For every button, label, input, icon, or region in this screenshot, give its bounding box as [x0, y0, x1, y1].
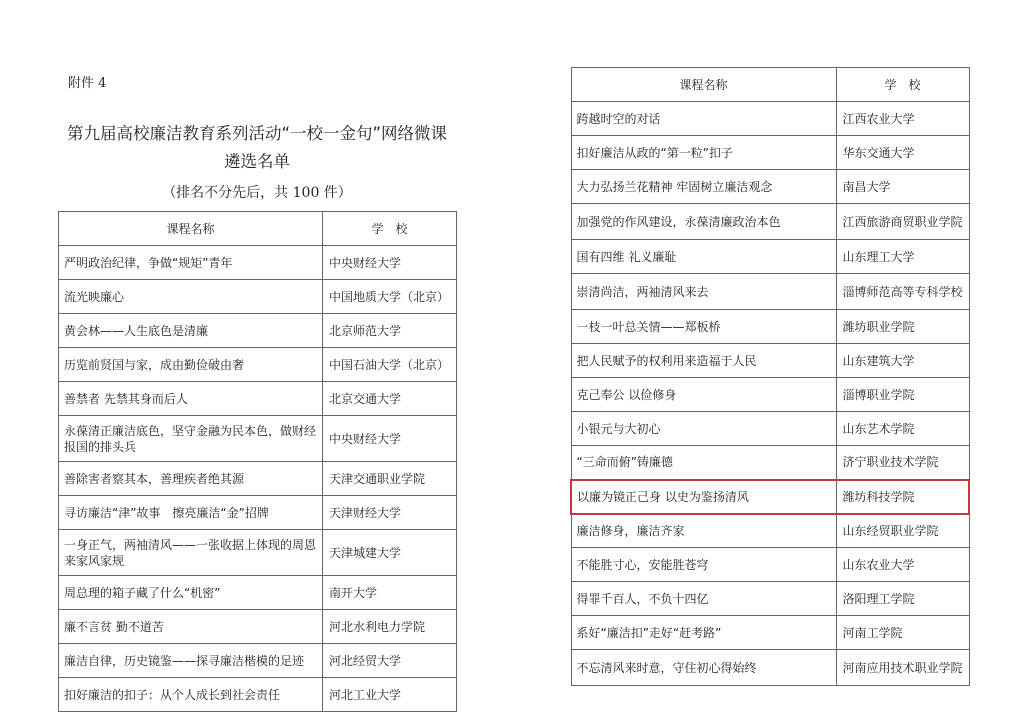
table-row-highlighted [571, 480, 969, 514]
school-name: 南开大学 [323, 576, 457, 610]
school-name: 山东建筑大学 [836, 344, 969, 378]
school-name: 河南应用技术职业学院 [836, 650, 969, 686]
course-name: 崇清尚洁，两袖清风来去 [571, 274, 836, 310]
table-row [59, 416, 457, 462]
table-row [571, 136, 969, 170]
school-name: 河北经贸大学 [323, 644, 457, 678]
school-name: 河南工学院 [836, 616, 969, 650]
table-row [571, 170, 969, 204]
table-row [571, 274, 969, 310]
course-name: 国有四维 礼义廉耻 [571, 240, 836, 274]
table-row [571, 616, 969, 650]
course-name: 扣好廉洁的扣子：从个人成长到社会责任 [59, 678, 323, 712]
table-row [59, 280, 457, 314]
school-name: 河北水利电力学院 [323, 610, 457, 644]
course-name: 系好“廉洁扣”走好“赶考路” [571, 616, 836, 650]
school-name: 南昌大学 [836, 170, 969, 204]
table-row [59, 246, 457, 280]
school-name: 中央财经大学 [323, 246, 457, 280]
course-name: 得罪千百人，不负十四亿 [571, 582, 836, 616]
column-header-course: 课程名称 [59, 212, 323, 246]
course-name: 黄会林——人生底色是清廉 [59, 314, 323, 348]
school-name: 北京交通大学 [323, 382, 457, 416]
school-name: 山东艺术学院 [836, 412, 969, 446]
course-name: 以廉为镜正己身 以史为鉴扬清风 [571, 480, 836, 514]
table-row [571, 650, 969, 686]
column-header-course: 课程名称 [571, 68, 836, 102]
school-name: 山东农业大学 [836, 548, 969, 582]
school-name: 山东理工大学 [836, 240, 969, 274]
table-row [571, 102, 969, 136]
school-name: 山东经贸职业学院 [836, 514, 969, 548]
course-table-right [570, 67, 970, 686]
document-subtitle: （排名不分先后，共 100 件） [162, 185, 352, 201]
school-name: 中国地质大学（北京） [323, 280, 457, 314]
course-name: 加强党的作风建设，永葆清廉政治本色 [571, 204, 836, 240]
school-name: 天津交通职业学院 [323, 462, 457, 496]
column-header-school: 学 校 [836, 68, 969, 102]
table-row [59, 610, 457, 644]
school-name: 淄博职业学院 [836, 378, 969, 412]
school-name: 潍坊职业学院 [836, 310, 969, 344]
table-row [571, 344, 969, 378]
table-row [59, 348, 457, 382]
school-name: 洛阳理工学院 [836, 582, 969, 616]
attachment-label: 附件 4 [68, 76, 107, 91]
course-name: 廉洁自律，历史镜鉴——探寻廉洁楷模的足迹 [59, 644, 323, 678]
course-name: 不忘清风来时意，守住初心得始终 [571, 650, 836, 686]
table-row [59, 314, 457, 348]
course-name: 一身正气，两袖清风——一张收据上体现的周恩来家风家规 [59, 530, 323, 576]
school-name: 河北工业大学 [323, 678, 457, 712]
course-name: 寻访廉洁“津”故事 擦亮廉洁“金”招牌 [59, 496, 323, 530]
table-row [571, 582, 969, 616]
school-name: 中央财经大学 [323, 416, 457, 462]
table-row [59, 382, 457, 416]
table-row [571, 310, 969, 344]
course-name: 流光映廉心 [59, 280, 323, 314]
table-row [59, 678, 457, 712]
school-name: 江西旅游商贸职业学院 [836, 204, 969, 240]
course-table-left [58, 211, 457, 712]
table-row [571, 446, 969, 480]
table-row [59, 576, 457, 610]
school-name: 淄博师范高等专科学校 [836, 274, 969, 310]
document-title-line2: 遴选名单 [224, 152, 290, 171]
table-row [571, 378, 969, 412]
course-name: 一枝一叶总关情——郑板桥 [571, 310, 836, 344]
table-row [59, 530, 457, 576]
course-name: 善除害者察其本，善理疾者绝其源 [59, 462, 323, 496]
course-name: 善禁者 先禁其身而后人 [59, 382, 323, 416]
course-name: 小银元与大初心 [571, 412, 836, 446]
course-name: “三命而俯”铸廉德 [571, 446, 836, 480]
course-name: 扣好廉洁从政的“第一粒”扣子 [571, 136, 836, 170]
table-row [571, 548, 969, 582]
column-header-school: 学 校 [323, 212, 457, 246]
course-name: 严明政治纪律，争做“规矩”青年 [59, 246, 323, 280]
course-name: 廉不言贫 勤不道苦 [59, 610, 323, 644]
school-name: 中国石油大学（北京） [323, 348, 457, 382]
course-name: 历览前贤国与家，成由勤俭破由奢 [59, 348, 323, 382]
school-name: 北京师范大学 [323, 314, 457, 348]
course-name: 克己奉公 以俭修身 [571, 378, 836, 412]
table-row [571, 204, 969, 240]
course-name: 大力弘扬兰花精神 牢固树立廉洁观念 [571, 170, 836, 204]
document-title: 第九届高校廉洁教育系列活动“一校一金句”网络微课 [66, 124, 448, 143]
school-name: 江西农业大学 [836, 102, 969, 136]
table-row [59, 644, 457, 678]
table-row [571, 240, 969, 274]
table-row [59, 462, 457, 496]
table-row [571, 412, 969, 446]
course-name: 周总理的箱子藏了什么“机密” [59, 576, 323, 610]
course-name: 廉洁修身，廉洁齐家 [571, 514, 836, 548]
school-name: 天津财经大学 [323, 496, 457, 530]
course-name: 永葆清正廉洁底色，坚守金融为民本色，做财经报国的排头兵 [59, 416, 323, 462]
table-row [59, 496, 457, 530]
course-name: 跨越时空的对话 [571, 102, 836, 136]
school-name: 华东交通大学 [836, 136, 969, 170]
course-name: 把人民赋予的权利用来造福于人民 [571, 344, 836, 378]
school-name: 济宁职业技术学院 [836, 446, 969, 480]
school-name: 潍坊科技学院 [836, 480, 969, 514]
course-name: 不能胜寸心，安能胜苍穹 [571, 548, 836, 582]
table-row [571, 514, 969, 548]
school-name: 天津城建大学 [323, 530, 457, 576]
